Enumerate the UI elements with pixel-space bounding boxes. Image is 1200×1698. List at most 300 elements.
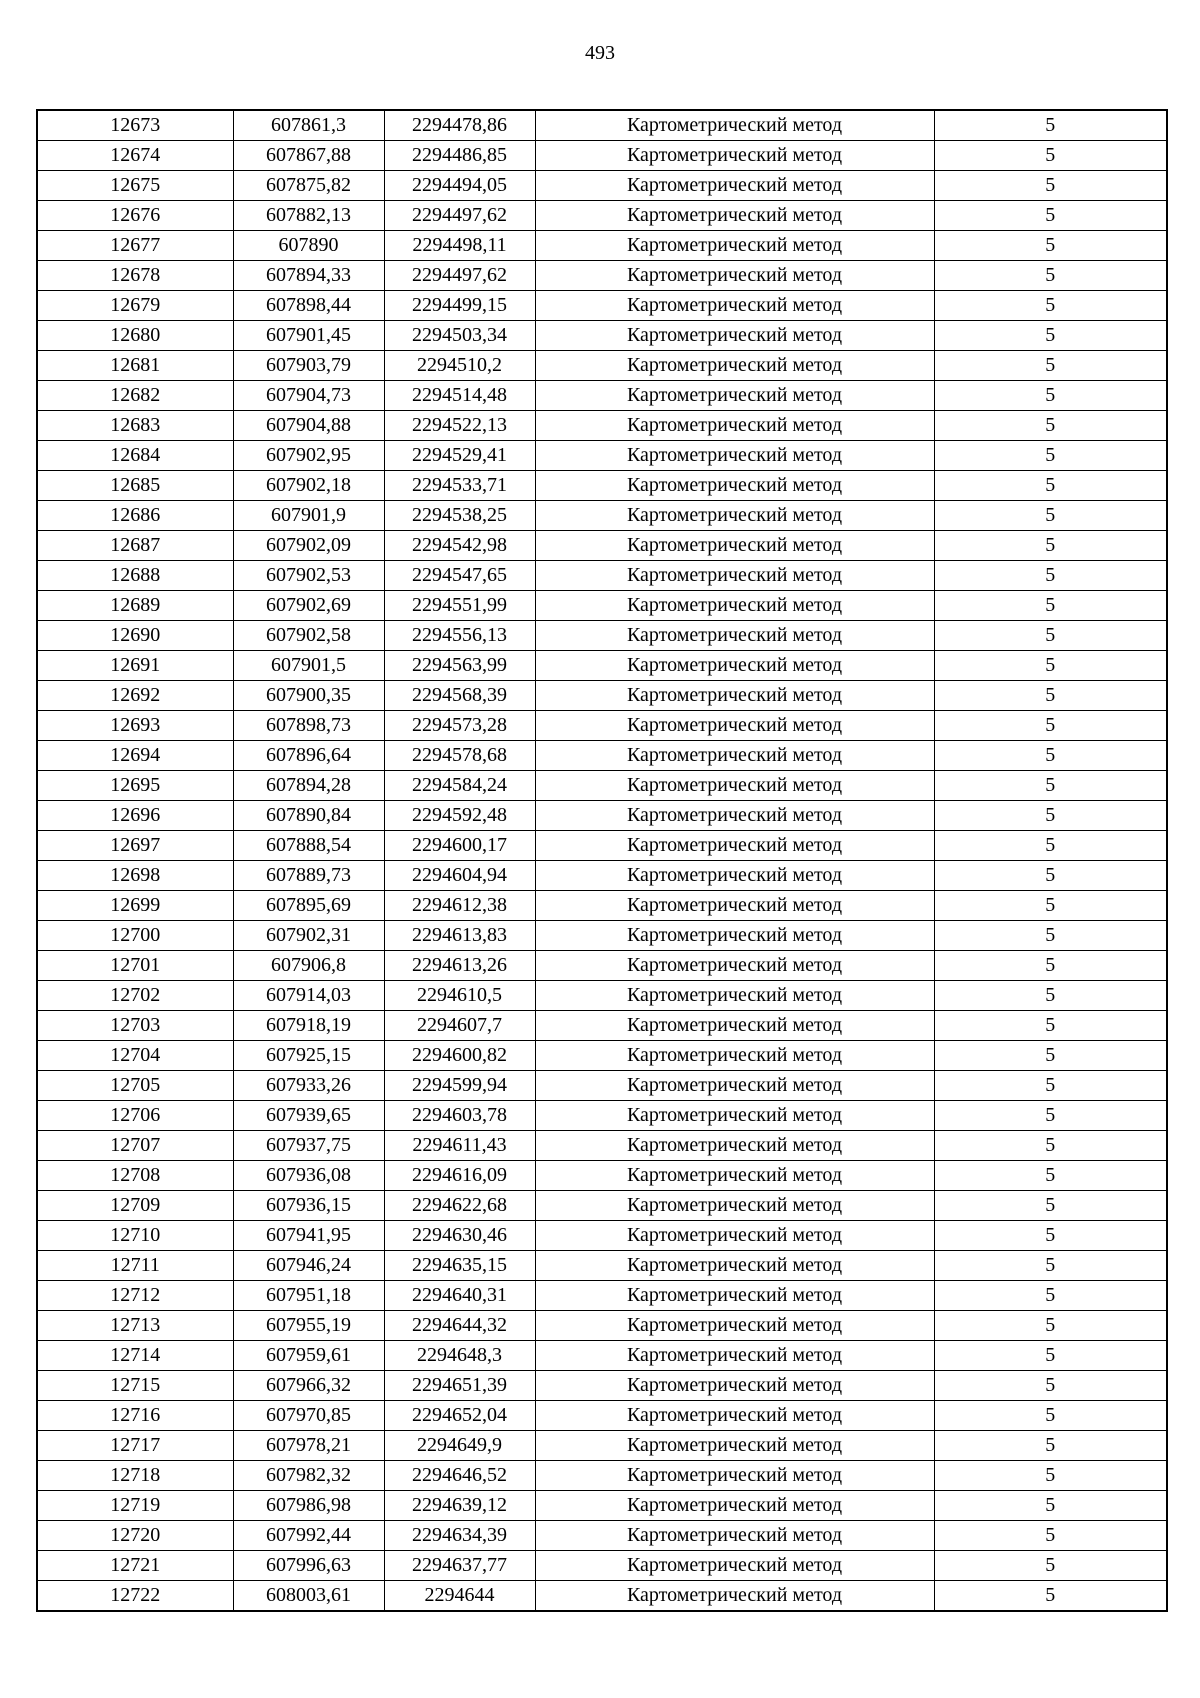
method-cell: Картометрический метод: [535, 921, 934, 951]
point-number-cell: 12704: [37, 1041, 233, 1071]
table-row: [37, 1011, 1167, 1041]
point-number-cell: 12714: [37, 1341, 233, 1371]
table-row: [37, 141, 1167, 171]
y-coordinate-cell: 2294635,15: [384, 1251, 535, 1281]
y-coordinate-cell: 2294607,7: [384, 1011, 535, 1041]
point-number-cell: 12695: [37, 771, 233, 801]
point-number-cell: 12677: [37, 231, 233, 261]
x-coordinate-cell: 607902,18: [233, 471, 384, 501]
point-number-cell: 12703: [37, 1011, 233, 1041]
point-number-cell: 12716: [37, 1401, 233, 1431]
y-coordinate-cell: 2294637,77: [384, 1551, 535, 1581]
method-cell: Картометрический метод: [535, 171, 934, 201]
accuracy-cell: 5: [934, 1251, 1167, 1281]
x-coordinate-cell: 607890: [233, 231, 384, 261]
y-coordinate-cell: 2294599,94: [384, 1071, 535, 1101]
table-row: [37, 441, 1167, 471]
x-coordinate-cell: 607895,69: [233, 891, 384, 921]
x-coordinate-cell: 607901,9: [233, 501, 384, 531]
method-cell: Картометрический метод: [535, 1041, 934, 1071]
accuracy-cell: 5: [934, 861, 1167, 891]
accuracy-cell: 5: [934, 321, 1167, 351]
point-number-cell: 12694: [37, 741, 233, 771]
accuracy-cell: 5: [934, 1131, 1167, 1161]
method-cell: Картометрический метод: [535, 261, 934, 291]
method-cell: Картометрический метод: [535, 531, 934, 561]
accuracy-cell: 5: [934, 171, 1167, 201]
point-number-cell: 12674: [37, 141, 233, 171]
accuracy-cell: 5: [934, 741, 1167, 771]
table-row: [37, 1341, 1167, 1371]
y-coordinate-cell: 2294616,09: [384, 1161, 535, 1191]
point-number-cell: 12682: [37, 381, 233, 411]
x-coordinate-cell: 607906,8: [233, 951, 384, 981]
table-row: [37, 831, 1167, 861]
method-cell: Картометрический метод: [535, 1431, 934, 1461]
y-coordinate-cell: 2294646,52: [384, 1461, 535, 1491]
method-cell: Картометрический метод: [535, 471, 934, 501]
method-cell: Картометрический метод: [535, 1131, 934, 1161]
x-coordinate-cell: 607888,54: [233, 831, 384, 861]
x-coordinate-cell: 607882,13: [233, 201, 384, 231]
y-coordinate-cell: 2294497,62: [384, 261, 535, 291]
y-coordinate-cell: 2294497,62: [384, 201, 535, 231]
accuracy-cell: 5: [934, 501, 1167, 531]
table-row: [37, 651, 1167, 681]
method-cell: Картометрический метод: [535, 441, 934, 471]
method-cell: Картометрический метод: [535, 231, 934, 261]
accuracy-cell: 5: [934, 441, 1167, 471]
method-cell: Картометрический метод: [535, 1281, 934, 1311]
y-coordinate-cell: 2294639,12: [384, 1491, 535, 1521]
table-row: [37, 1041, 1167, 1071]
point-number-cell: 12698: [37, 861, 233, 891]
accuracy-cell: 5: [934, 1551, 1167, 1581]
table-row: [37, 1461, 1167, 1491]
x-coordinate-cell: 607894,28: [233, 771, 384, 801]
point-number-cell: 12708: [37, 1161, 233, 1191]
y-coordinate-cell: 2294652,04: [384, 1401, 535, 1431]
y-coordinate-cell: 2294630,46: [384, 1221, 535, 1251]
accuracy-cell: 5: [934, 1011, 1167, 1041]
table-row: [37, 501, 1167, 531]
x-coordinate-cell: 607937,75: [233, 1131, 384, 1161]
accuracy-cell: 5: [934, 1401, 1167, 1431]
table-row: [37, 591, 1167, 621]
method-cell: Картометрический метод: [535, 891, 934, 921]
x-coordinate-cell: 607902,69: [233, 591, 384, 621]
accuracy-cell: 5: [934, 771, 1167, 801]
x-coordinate-cell: 607904,73: [233, 381, 384, 411]
x-coordinate-cell: 607890,84: [233, 801, 384, 831]
point-number-cell: 12673: [37, 110, 233, 141]
x-coordinate-cell: 607903,79: [233, 351, 384, 381]
accuracy-cell: 5: [934, 891, 1167, 921]
accuracy-cell: 5: [934, 621, 1167, 651]
method-cell: Картометрический метод: [535, 110, 934, 141]
point-number-cell: 12705: [37, 1071, 233, 1101]
method-cell: Картометрический метод: [535, 561, 934, 591]
point-number-cell: 12701: [37, 951, 233, 981]
y-coordinate-cell: 2294533,71: [384, 471, 535, 501]
accuracy-cell: 5: [934, 411, 1167, 441]
point-number-cell: 12702: [37, 981, 233, 1011]
x-coordinate-cell: 607970,85: [233, 1401, 384, 1431]
point-number-cell: 12680: [37, 321, 233, 351]
y-coordinate-cell: 2294578,68: [384, 741, 535, 771]
method-cell: Картометрический метод: [535, 1161, 934, 1191]
accuracy-cell: 5: [934, 381, 1167, 411]
accuracy-cell: 5: [934, 1281, 1167, 1311]
method-cell: Картометрический метод: [535, 1551, 934, 1581]
table-row: [37, 1071, 1167, 1101]
method-cell: Картометрический метод: [535, 1011, 934, 1041]
table-row: [37, 1281, 1167, 1311]
table-row: [37, 561, 1167, 591]
accuracy-cell: 5: [934, 1521, 1167, 1551]
accuracy-cell: 5: [934, 261, 1167, 291]
accuracy-cell: 5: [934, 981, 1167, 1011]
table-row: [37, 981, 1167, 1011]
point-number-cell: 12678: [37, 261, 233, 291]
y-coordinate-cell: 2294613,26: [384, 951, 535, 981]
y-coordinate-cell: 2294542,98: [384, 531, 535, 561]
x-coordinate-cell: 607978,21: [233, 1431, 384, 1461]
y-coordinate-cell: 2294499,15: [384, 291, 535, 321]
table-row: [37, 681, 1167, 711]
x-coordinate-cell: 607951,18: [233, 1281, 384, 1311]
table-row: [37, 1521, 1167, 1551]
accuracy-cell: 5: [934, 1101, 1167, 1131]
point-number-cell: 12683: [37, 411, 233, 441]
accuracy-cell: 5: [934, 231, 1167, 261]
x-coordinate-cell: 607986,98: [233, 1491, 384, 1521]
y-coordinate-cell: 2294510,2: [384, 351, 535, 381]
method-cell: Картометрический метод: [535, 1371, 934, 1401]
x-coordinate-cell: 607867,88: [233, 141, 384, 171]
method-cell: Картометрический метод: [535, 741, 934, 771]
y-coordinate-cell: 2294640,31: [384, 1281, 535, 1311]
point-number-cell: 12709: [37, 1191, 233, 1221]
x-coordinate-cell: 608003,61: [233, 1581, 384, 1612]
accuracy-cell: 5: [934, 1071, 1167, 1101]
method-cell: Картометрический метод: [535, 1341, 934, 1371]
method-cell: Картометрический метод: [535, 501, 934, 531]
x-coordinate-cell: 607902,58: [233, 621, 384, 651]
table-row: [37, 711, 1167, 741]
y-coordinate-cell: 2294648,3: [384, 1341, 535, 1371]
accuracy-cell: 5: [934, 1341, 1167, 1371]
point-number-cell: 12720: [37, 1521, 233, 1551]
accuracy-cell: 5: [934, 110, 1167, 141]
method-cell: Картометрический метод: [535, 201, 934, 231]
y-coordinate-cell: 2294613,83: [384, 921, 535, 951]
table-row: [37, 1251, 1167, 1281]
y-coordinate-cell: 2294494,05: [384, 171, 535, 201]
table-row: [37, 951, 1167, 981]
point-number-cell: 12689: [37, 591, 233, 621]
y-coordinate-cell: 2294600,17: [384, 831, 535, 861]
method-cell: Картометрический метод: [535, 1491, 934, 1521]
point-number-cell: 12686: [37, 501, 233, 531]
x-coordinate-cell: 607889,73: [233, 861, 384, 891]
x-coordinate-cell: 607902,09: [233, 531, 384, 561]
accuracy-cell: 5: [934, 471, 1167, 501]
x-coordinate-cell: 607936,15: [233, 1191, 384, 1221]
point-number-cell: 12715: [37, 1371, 233, 1401]
accuracy-cell: 5: [934, 291, 1167, 321]
accuracy-cell: 5: [934, 801, 1167, 831]
y-coordinate-cell: 2294592,48: [384, 801, 535, 831]
method-cell: Картометрический метод: [535, 801, 934, 831]
x-coordinate-cell: 607861,3: [233, 110, 384, 141]
y-coordinate-cell: 2294604,94: [384, 861, 535, 891]
point-number-cell: 12722: [37, 1581, 233, 1612]
coordinates-table-body: [37, 110, 1167, 1611]
table-row: [37, 1161, 1167, 1191]
point-number-cell: 12719: [37, 1491, 233, 1521]
x-coordinate-cell: 607902,53: [233, 561, 384, 591]
y-coordinate-cell: 2294644: [384, 1581, 535, 1612]
table-row: [37, 891, 1167, 921]
y-coordinate-cell: 2294622,68: [384, 1191, 535, 1221]
table-row: [37, 801, 1167, 831]
point-number-cell: 12685: [37, 471, 233, 501]
accuracy-cell: 5: [934, 951, 1167, 981]
method-cell: Картометрический метод: [535, 321, 934, 351]
method-cell: Картометрический метод: [535, 351, 934, 381]
y-coordinate-cell: 2294563,99: [384, 651, 535, 681]
point-number-cell: 12675: [37, 171, 233, 201]
x-coordinate-cell: 607992,44: [233, 1521, 384, 1551]
method-cell: Картометрический метод: [535, 651, 934, 681]
accuracy-cell: 5: [934, 681, 1167, 711]
x-coordinate-cell: 607898,73: [233, 711, 384, 741]
accuracy-cell: 5: [934, 561, 1167, 591]
method-cell: Картометрический метод: [535, 861, 934, 891]
method-cell: Картометрический метод: [535, 1521, 934, 1551]
x-coordinate-cell: 607955,19: [233, 1311, 384, 1341]
table-row: [37, 1221, 1167, 1251]
method-cell: Картометрический метод: [535, 951, 934, 981]
method-cell: Картометрический метод: [535, 1581, 934, 1612]
table-row: [37, 110, 1167, 141]
point-number-cell: 12687: [37, 531, 233, 561]
point-number-cell: 12712: [37, 1281, 233, 1311]
point-number-cell: 12684: [37, 441, 233, 471]
method-cell: Картометрический метод: [535, 1071, 934, 1101]
table-row: [37, 1491, 1167, 1521]
y-coordinate-cell: 2294573,28: [384, 711, 535, 741]
table-row: [37, 321, 1167, 351]
accuracy-cell: 5: [934, 591, 1167, 621]
accuracy-cell: 5: [934, 1371, 1167, 1401]
table-row: [37, 1371, 1167, 1401]
x-coordinate-cell: 607902,95: [233, 441, 384, 471]
y-coordinate-cell: 2294612,38: [384, 891, 535, 921]
x-coordinate-cell: 607914,03: [233, 981, 384, 1011]
table-row: [37, 261, 1167, 291]
accuracy-cell: 5: [934, 651, 1167, 681]
y-coordinate-cell: 2294610,5: [384, 981, 535, 1011]
y-coordinate-cell: 2294556,13: [384, 621, 535, 651]
method-cell: Картометрический метод: [535, 981, 934, 1011]
table-row: [37, 1401, 1167, 1431]
accuracy-cell: 5: [934, 1311, 1167, 1341]
x-coordinate-cell: 607925,15: [233, 1041, 384, 1071]
point-number-cell: 12707: [37, 1131, 233, 1161]
accuracy-cell: 5: [934, 1431, 1167, 1461]
accuracy-cell: 5: [934, 201, 1167, 231]
method-cell: Картометрический метод: [535, 1401, 934, 1431]
table-row: [37, 921, 1167, 951]
y-coordinate-cell: 2294486,85: [384, 141, 535, 171]
table-row: [37, 621, 1167, 651]
accuracy-cell: 5: [934, 711, 1167, 741]
point-number-cell: 12690: [37, 621, 233, 651]
method-cell: Картометрический метод: [535, 291, 934, 321]
method-cell: Картометрический метод: [535, 1221, 934, 1251]
y-coordinate-cell: 2294611,43: [384, 1131, 535, 1161]
table-row: [37, 741, 1167, 771]
page-number: 493: [585, 42, 615, 64]
method-cell: Картометрический метод: [535, 1311, 934, 1341]
method-cell: Картометрический метод: [535, 771, 934, 801]
method-cell: Картометрический метод: [535, 141, 934, 171]
table-row: [37, 231, 1167, 261]
point-number-cell: 12721: [37, 1551, 233, 1581]
method-cell: Картометрический метод: [535, 621, 934, 651]
y-coordinate-cell: 2294547,65: [384, 561, 535, 591]
accuracy-cell: 5: [934, 1461, 1167, 1491]
point-number-cell: 12693: [37, 711, 233, 741]
x-coordinate-cell: 607982,32: [233, 1461, 384, 1491]
table-row: [37, 351, 1167, 381]
method-cell: Картометрический метод: [535, 1461, 934, 1491]
point-number-cell: 12676: [37, 201, 233, 231]
x-coordinate-cell: 607939,65: [233, 1101, 384, 1131]
table-row: [37, 171, 1167, 201]
point-number-cell: 12710: [37, 1221, 233, 1251]
accuracy-cell: 5: [934, 351, 1167, 381]
x-coordinate-cell: 607900,35: [233, 681, 384, 711]
x-coordinate-cell: 607941,95: [233, 1221, 384, 1251]
y-coordinate-cell: 2294551,99: [384, 591, 535, 621]
coordinates-table: [36, 109, 1168, 1612]
accuracy-cell: 5: [934, 831, 1167, 861]
method-cell: Картометрический метод: [535, 411, 934, 441]
point-number-cell: 12692: [37, 681, 233, 711]
table-row: [37, 381, 1167, 411]
y-coordinate-cell: 2294644,32: [384, 1311, 535, 1341]
accuracy-cell: 5: [934, 1191, 1167, 1221]
accuracy-cell: 5: [934, 141, 1167, 171]
method-cell: Картометрический метод: [535, 1191, 934, 1221]
table-row: [37, 411, 1167, 441]
x-coordinate-cell: 607896,64: [233, 741, 384, 771]
table-row: [37, 1431, 1167, 1461]
table-row: [37, 1131, 1167, 1161]
point-number-cell: 12699: [37, 891, 233, 921]
x-coordinate-cell: 607996,63: [233, 1551, 384, 1581]
point-number-cell: 12706: [37, 1101, 233, 1131]
accuracy-cell: 5: [934, 1491, 1167, 1521]
x-coordinate-cell: 607902,31: [233, 921, 384, 951]
point-number-cell: 12700: [37, 921, 233, 951]
y-coordinate-cell: 2294538,25: [384, 501, 535, 531]
y-coordinate-cell: 2294514,48: [384, 381, 535, 411]
y-coordinate-cell: 2294651,39: [384, 1371, 535, 1401]
x-coordinate-cell: 607894,33: [233, 261, 384, 291]
point-number-cell: 12696: [37, 801, 233, 831]
x-coordinate-cell: 607901,45: [233, 321, 384, 351]
point-number-cell: 12713: [37, 1311, 233, 1341]
method-cell: Картометрический метод: [535, 1101, 934, 1131]
point-number-cell: 12688: [37, 561, 233, 591]
accuracy-cell: 5: [934, 531, 1167, 561]
method-cell: Картометрический метод: [535, 831, 934, 861]
table-row: [37, 771, 1167, 801]
y-coordinate-cell: 2294649,9: [384, 1431, 535, 1461]
x-coordinate-cell: 607966,32: [233, 1371, 384, 1401]
point-number-cell: 12681: [37, 351, 233, 381]
table-row: [37, 1311, 1167, 1341]
accuracy-cell: 5: [934, 1041, 1167, 1071]
y-coordinate-cell: 2294529,41: [384, 441, 535, 471]
x-coordinate-cell: 607936,08: [233, 1161, 384, 1191]
method-cell: Картометрический метод: [535, 681, 934, 711]
x-coordinate-cell: 607875,82: [233, 171, 384, 201]
point-number-cell: 12691: [37, 651, 233, 681]
method-cell: Картометрический метод: [535, 381, 934, 411]
point-number-cell: 12717: [37, 1431, 233, 1461]
y-coordinate-cell: 2294603,78: [384, 1101, 535, 1131]
y-coordinate-cell: 2294522,13: [384, 411, 535, 441]
method-cell: Картометрический метод: [535, 591, 934, 621]
x-coordinate-cell: 607901,5: [233, 651, 384, 681]
point-number-cell: 12697: [37, 831, 233, 861]
method-cell: Картометрический метод: [535, 711, 934, 741]
table-row: [37, 1101, 1167, 1131]
method-cell: Картометрический метод: [535, 1251, 934, 1281]
x-coordinate-cell: 607898,44: [233, 291, 384, 321]
x-coordinate-cell: 607946,24: [233, 1251, 384, 1281]
table-row: [37, 861, 1167, 891]
y-coordinate-cell: 2294503,34: [384, 321, 535, 351]
y-coordinate-cell: 2294584,24: [384, 771, 535, 801]
table-row: [37, 531, 1167, 561]
y-coordinate-cell: 2294634,39: [384, 1521, 535, 1551]
table-row: [37, 1581, 1167, 1612]
point-number-cell: 12679: [37, 291, 233, 321]
x-coordinate-cell: 607933,26: [233, 1071, 384, 1101]
table-row: [37, 1191, 1167, 1221]
accuracy-cell: 5: [934, 921, 1167, 951]
x-coordinate-cell: 607904,88: [233, 411, 384, 441]
y-coordinate-cell: 2294478,86: [384, 110, 535, 141]
accuracy-cell: 5: [934, 1581, 1167, 1612]
point-number-cell: 12711: [37, 1251, 233, 1281]
table-row: [37, 471, 1167, 501]
x-coordinate-cell: 607918,19: [233, 1011, 384, 1041]
y-coordinate-cell: 2294498,11: [384, 231, 535, 261]
y-coordinate-cell: 2294568,39: [384, 681, 535, 711]
accuracy-cell: 5: [934, 1161, 1167, 1191]
table-row: [37, 291, 1167, 321]
table-row: [37, 1551, 1167, 1581]
point-number-cell: 12718: [37, 1461, 233, 1491]
table-row: [37, 201, 1167, 231]
